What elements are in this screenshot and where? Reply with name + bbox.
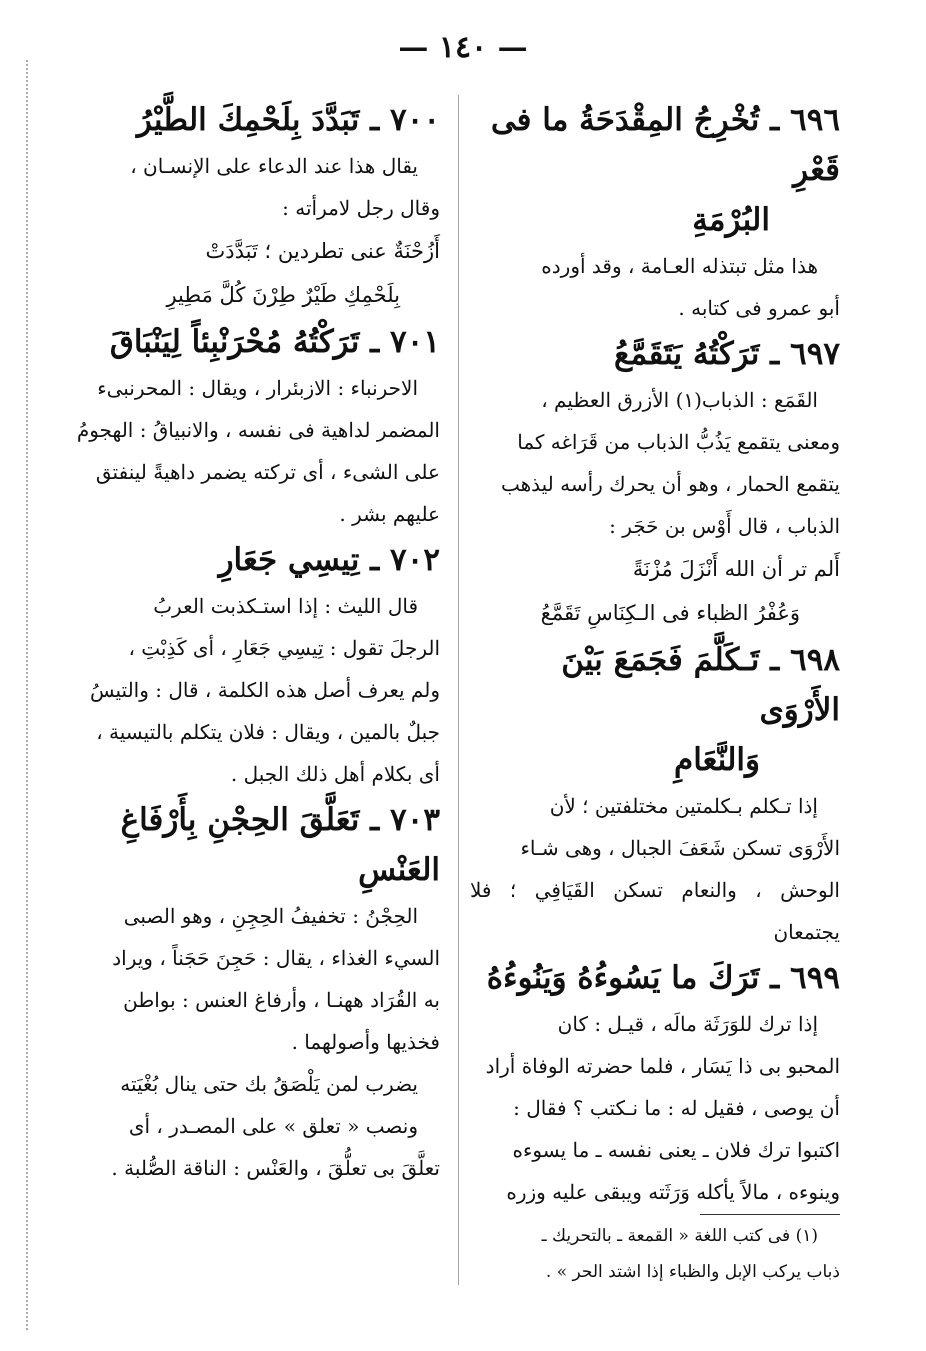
entry-text: المحبو بى ذا يَسَار ، فلما حضرته الوفاة أراد bbox=[485, 1054, 840, 1078]
entry-text: إذا ترك للوَرَثَة مالَه ، قيـل : كان bbox=[557, 1012, 818, 1036]
entry-text: أبو عمرو فى كتابه . bbox=[678, 296, 840, 320]
entry-text: على الشىء ، أى تركته يضمر داهيةً لينفتق bbox=[95, 460, 440, 484]
entry-text: الرجلَ تقول : تِيسِي جَعَارِ ، أى كَذِبْتِ ، bbox=[128, 636, 440, 660]
entry-heading-cont: البُرْمَةِ bbox=[692, 202, 770, 238]
entry-heading: ٦٩٨ ـ تَـكَلَّمَ فَجَمَعَ بَيْنَ الأَرْوَى bbox=[561, 642, 840, 728]
column-divider bbox=[458, 95, 459, 1285]
entry-702 bbox=[70, 535, 440, 795]
verse-line: وَعُفْرُ الظباء فى الـكِنَاسِ تَقَمَّعُ bbox=[540, 601, 800, 625]
entry-text: المضمر لداهية فى نفسه ، والانبياقُ : الهجومُ bbox=[76, 418, 440, 442]
entry-text: الاحرنباء : الازبئرار ، ويقال : المحرنبىء bbox=[97, 376, 418, 400]
entry-text: وقال رجل لامرأته : bbox=[282, 196, 440, 220]
entry-696 bbox=[470, 95, 840, 329]
footnote bbox=[470, 1218, 840, 1290]
verse-line: أَلم تر أن الله أَنْزَلَ مُزْنَةً bbox=[632, 557, 840, 581]
entry-text: الأَرْوَى تسكن شَعَفَ الجبال ، وهى شـاء bbox=[520, 836, 840, 860]
entry-text: ونصب « تعلق » على المصـدر ، أى bbox=[128, 1114, 418, 1138]
entry-699 bbox=[470, 953, 840, 1213]
entry-heading: ٦٩٧ ـ تَرَكْتُهُ يَتَقَمَّعُ bbox=[614, 336, 840, 372]
entry-text: القَمَع : الذباب(١) الأزرق العظيم ، bbox=[541, 388, 818, 412]
entry-text: يضرب لمن يَلْصَقُ بك حتى ينال بُغْيَته bbox=[120, 1072, 418, 1096]
entry-text: الوحش ، والنعام تسكن القَيَافِي ؛ فلا يجتمعان bbox=[470, 878, 840, 944]
entry-text: الذباب ، قال أَوْس بن حَجَر : bbox=[609, 514, 840, 538]
entry-heading: ٦٩٦ ـ تُخْرِجُ المِقْدَحَةُ ما فى قَعْرِ bbox=[490, 102, 840, 188]
entry-text: السيء الغذاء ، يقال : حَجِنَ حَجَناً ، ويراد bbox=[112, 946, 440, 970]
entry-text: الحِجْنُ : تخفيفُ الحِجِنِ ، وهو الصبى bbox=[123, 904, 418, 928]
entry-heading: ٧٠٠ ـ تَبَدَّدَ بِلَحْمِكَ الطَّيْرُ bbox=[136, 102, 440, 138]
entry-698 bbox=[470, 635, 840, 953]
entry-703 bbox=[70, 795, 440, 1189]
entry-text: فخذيها وأصولهما . bbox=[291, 1030, 440, 1054]
entry-text: ومعنى يتقمع يَذُبُّ الذباب من قَرَاغه كما bbox=[517, 430, 840, 454]
entry-text: قال الليث : إذا استـكذبت العربُ bbox=[153, 594, 418, 618]
entry-text: جبلٌ بالمين ، ويقال : فلان يتكلم بالتيسية ، bbox=[96, 720, 440, 744]
entry-text: يتقمع الحمار ، وهو أن يحرك رأسه ليذهب bbox=[500, 472, 840, 496]
footnote-rule bbox=[700, 1214, 840, 1215]
entry-text: أى بكلام أهل ذلك الجبل . bbox=[230, 762, 440, 786]
entry-text: به القُرَاد ههنـا ، وأرفاغ العنس : بواطن bbox=[123, 988, 440, 1012]
entry-text: هذا مثل تبتذله العـامة ، وقد أورده bbox=[541, 254, 818, 278]
entry-heading-cont: وَالنَّعَامِ bbox=[674, 742, 760, 778]
page-number: — ١٤٠ — bbox=[398, 30, 528, 65]
footnote-line: ذباب يركب الإبل والظباء إذا اشتد الحر » . bbox=[545, 1262, 840, 1282]
footnote-line: (١) فى كتب اللغة « القمعة ـ بالتحريك ـ bbox=[541, 1226, 818, 1246]
entry-heading: ٧٠٢ ـ تِيسِي جَعَارِ bbox=[218, 542, 440, 578]
entry-text: أن يوصى ، فقيل له : ما نـكتب ؟ فقال : bbox=[513, 1096, 840, 1120]
entry-text: وينوءه ، مالاً يأكله وَرَثَته ويبقى عليه وزره bbox=[506, 1180, 840, 1204]
right-column bbox=[470, 95, 840, 1213]
entry-text: يقال هذا عند الدعاء على الإنسـان ، bbox=[130, 154, 418, 178]
entry-text: إذا تـكلم بـكلمتين مختلفتين ؛ لأن bbox=[549, 794, 818, 818]
entry-text: تعلَّقَ بى تعلُّقَ ، والعَنْس : الناقة الصُّلبة . bbox=[111, 1156, 440, 1180]
entry-heading: ٧٠١ ـ تَرَكْتُهُ مُحْرَنْبِئاً لِيَنْبَاقَ bbox=[109, 324, 440, 360]
verse-line: بِلَحْمِكِ طَيْرٌ طِرْنَ كُلَّ مَطِيرِ bbox=[166, 283, 400, 307]
entry-697 bbox=[470, 329, 840, 635]
verse-line: أَزُحْنَةٌ عنى تطردين ؛ تَبَدَّدَتْ bbox=[205, 239, 440, 263]
entry-701 bbox=[70, 317, 440, 535]
entry-700 bbox=[70, 95, 440, 317]
left-column bbox=[70, 95, 440, 1189]
page-edge-shadow bbox=[26, 60, 29, 1330]
entry-text: عليهم بشر . bbox=[339, 502, 440, 526]
entry-heading: ٦٩٩ ـ تَرَكَ ما يَسُوءُهُ وَيَنُوءُهُ bbox=[486, 960, 840, 996]
entry-text: اكتبوا ترك فلان ـ يعنى نفسه ـ ما يسوءه bbox=[512, 1138, 840, 1162]
entry-heading: ٧٠٣ ـ تَعَلَّقَ الحِجْنِ بِأَرْفَاغِ العَنْسِ bbox=[120, 802, 440, 888]
entry-text: ولم يعرف أصل هذه الكلمة ، قال : والتيسُ bbox=[90, 678, 440, 702]
